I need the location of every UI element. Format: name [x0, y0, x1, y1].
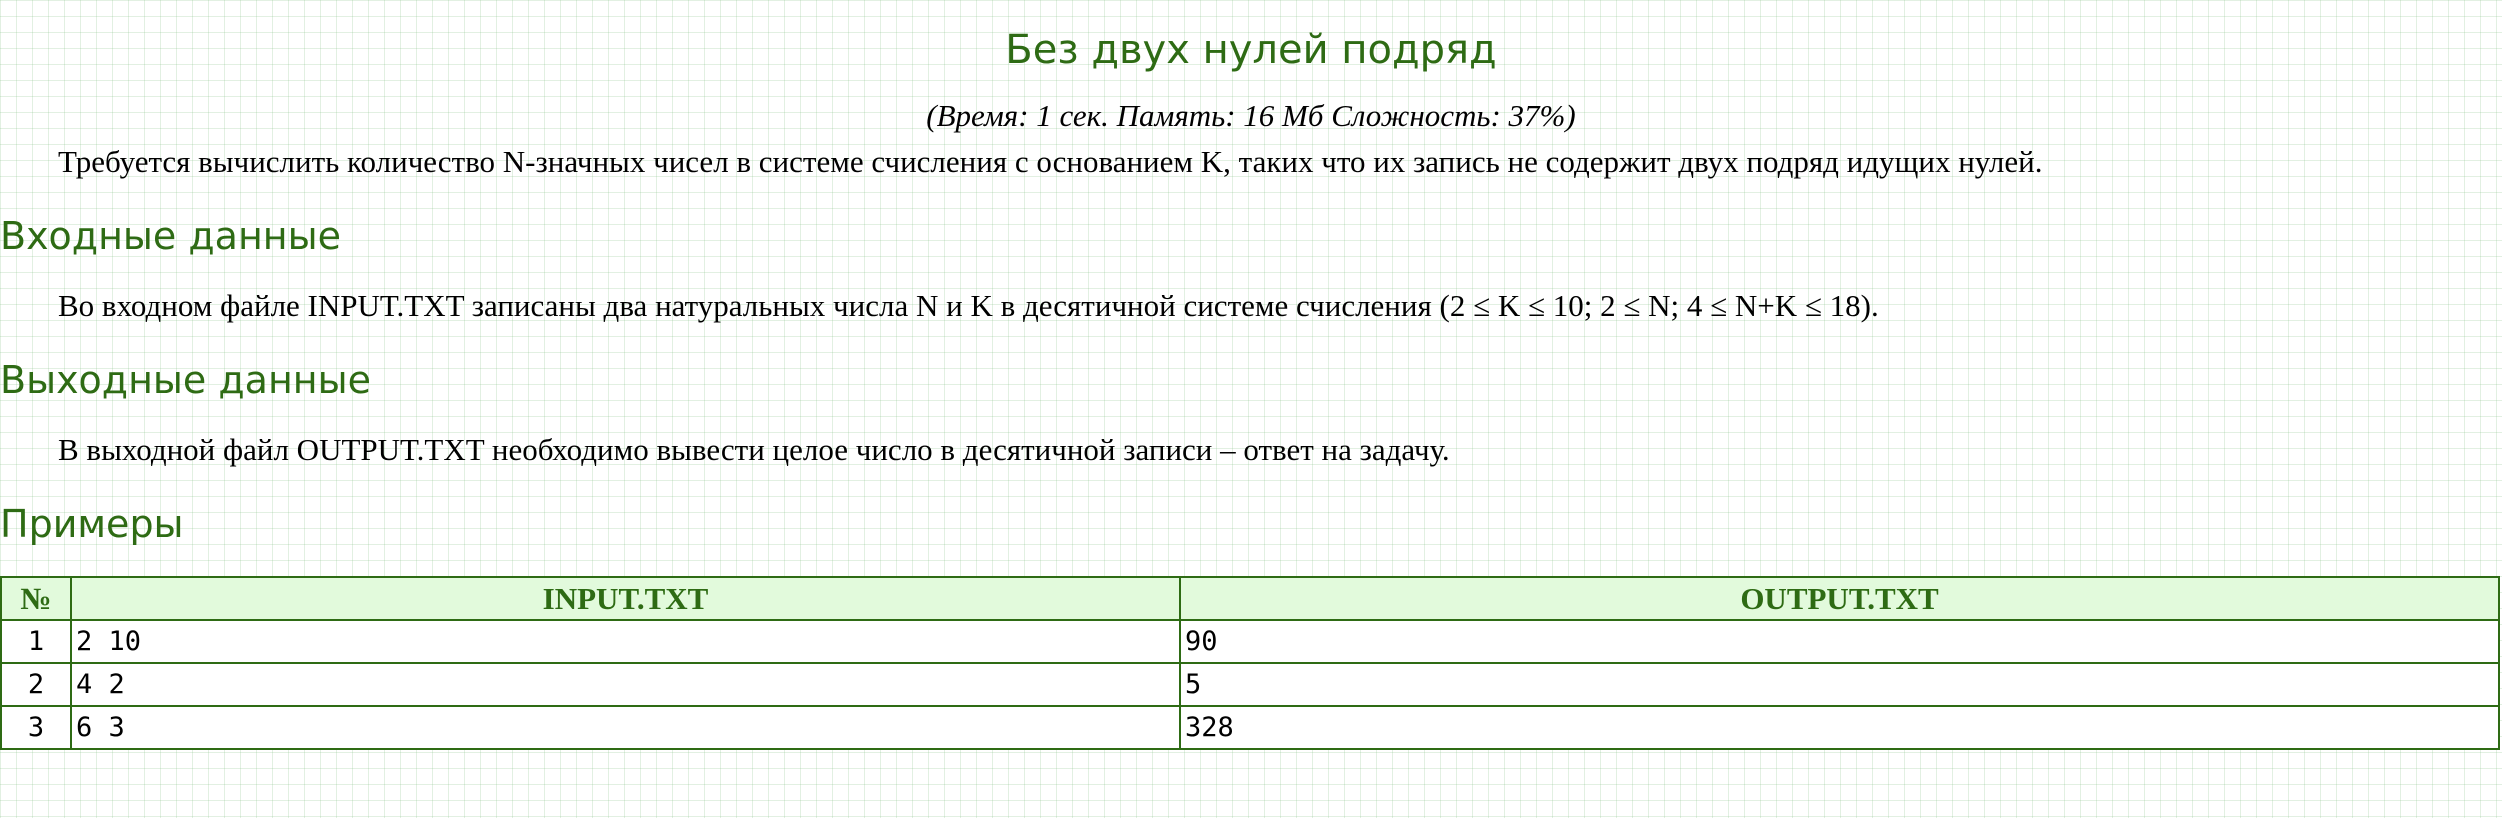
examples-table	[0, 576, 2500, 750]
example-output: 5	[1180, 663, 2499, 706]
output-section-text: В выходной файл OUTPUT.TXT необходимо вывести целое число в десятичной записи – ответ на задачу.	[58, 432, 1450, 467]
example-number: 2	[1, 663, 71, 706]
example-input: 6 3	[71, 706, 1180, 749]
examples-header-row	[1, 577, 2499, 620]
problem-title: Без двух нулей подряд	[1005, 27, 1497, 73]
column-header-output: OUTPUT.TXT	[1180, 577, 2499, 620]
example-input: 2 10	[71, 620, 1180, 663]
table-row	[1, 706, 2499, 749]
column-header-number: №	[1, 577, 71, 620]
problem-limits: (Время: 1 сек. Память: 16 Мб Сложность: 37%)	[926, 98, 1576, 133]
example-input: 4 2	[71, 663, 1180, 706]
input-section-text: Во входном файле INPUT.TXT записаны два натуральных числа N и K в десятичной системе счисления (2 ≤ K ≤ 10; 2 ≤ N; 4 ≤ N+K ≤ 18).	[58, 288, 1879, 323]
column-header-input: INPUT.TXT	[71, 577, 1180, 620]
example-output: 90	[1180, 620, 2499, 663]
input-section-heading: Входные данные	[0, 214, 342, 258]
table-row	[1, 620, 2499, 663]
example-number: 3	[1, 706, 71, 749]
example-number: 1	[1, 620, 71, 663]
example-output: 328	[1180, 706, 2499, 749]
examples-heading: Примеры	[0, 502, 184, 546]
problem-statement: Требуется вычислить количество N-значных чисел в системе счисления с основанием K, таких что их запись не содержит двух подряд идущих нулей.	[58, 144, 2043, 179]
table-row	[1, 663, 2499, 706]
output-section-heading: Выходные данные	[0, 358, 372, 402]
